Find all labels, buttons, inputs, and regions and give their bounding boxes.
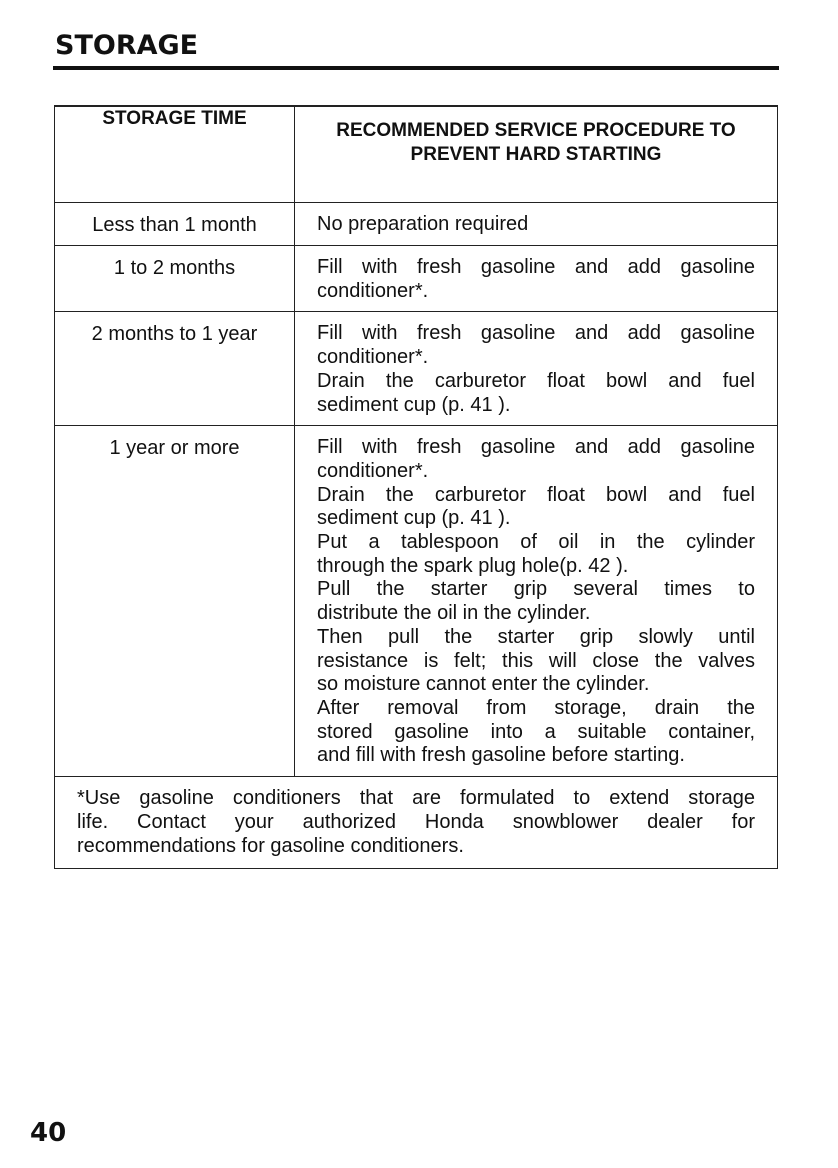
procedure-line: conditioner*. xyxy=(317,279,429,302)
page-title: STORAGE xyxy=(55,30,199,61)
procedure-line: Put a tablespoon of oil in the cylinder xyxy=(317,531,755,554)
footnote-row xyxy=(55,777,778,869)
table-row xyxy=(55,246,778,312)
table-row xyxy=(55,312,778,426)
procedure-line: stored gasoline into a suitable container, xyxy=(317,720,755,743)
storage-time-cell: 2 months to 1 year xyxy=(55,312,295,426)
storage-time-cell: 1 to 2 months xyxy=(55,246,295,312)
procedure-line: Fill with fresh gasoline and add gasoline xyxy=(317,256,755,278)
footnote xyxy=(55,777,778,869)
procedure-line: Fill with fresh gasoline and add gasoline xyxy=(317,436,755,459)
procedure-line: through the spark plug hole(p. 42 ). xyxy=(317,554,629,577)
procedure-line: distribute the oil in the cylinder. xyxy=(317,602,591,625)
table-header-row xyxy=(55,106,778,203)
storage-table xyxy=(54,105,778,869)
procedure-line: Drain the carburetor float bowl and fuel xyxy=(317,483,755,506)
procedure-cell xyxy=(295,312,778,426)
title-divider xyxy=(53,66,779,70)
procedure-line: Drain the carburetor float bowl and fuel xyxy=(317,369,755,392)
footnote-line: *Use gasoline conditioners that are formulated to extend storage xyxy=(77,787,755,810)
table-row xyxy=(55,203,778,246)
procedure-cell xyxy=(295,426,778,777)
procedure-line: so moisture cannot enter the cylinder. xyxy=(317,673,650,696)
procedure-line: No preparation required xyxy=(317,213,529,235)
procedure-line: sediment cup (p. 41 ). xyxy=(317,393,511,416)
storage-time-header: STORAGE TIME xyxy=(55,106,295,203)
procedure-line: sediment cup (p. 41 ). xyxy=(317,507,511,530)
footnote-line: recommendations for gasoline conditioners. xyxy=(77,835,464,858)
procedure-line: conditioner*. xyxy=(317,346,429,369)
footnote-line: life. Contact your authorized Honda snowblower dealer for xyxy=(77,811,755,834)
storage-time-cell: 1 year or more xyxy=(55,426,295,777)
procedure-line: resistance is felt; this will close the valves xyxy=(317,649,755,672)
procedure-cell xyxy=(295,246,778,312)
procedure-line: Fill with fresh gasoline and add gasoline xyxy=(317,322,755,345)
procedure-line: and fill with fresh gasoline before starting. xyxy=(317,744,685,767)
procedure-line: Then pull the starter grip slowly until xyxy=(317,625,755,648)
procedure-line: Pull the starter grip several times to xyxy=(317,578,755,601)
procedure-header: RECOMMENDED SERVICE PROCEDURE TO PREVENT HARD STARTING xyxy=(295,106,778,203)
procedure-line: conditioner*. xyxy=(317,459,429,482)
table-row xyxy=(55,426,778,777)
procedure-cell xyxy=(295,203,778,246)
procedure-line: After removal from storage, drain the xyxy=(317,696,755,719)
page-number: 40 xyxy=(30,1118,67,1148)
storage-time-cell: Less than 1 month xyxy=(55,203,295,246)
